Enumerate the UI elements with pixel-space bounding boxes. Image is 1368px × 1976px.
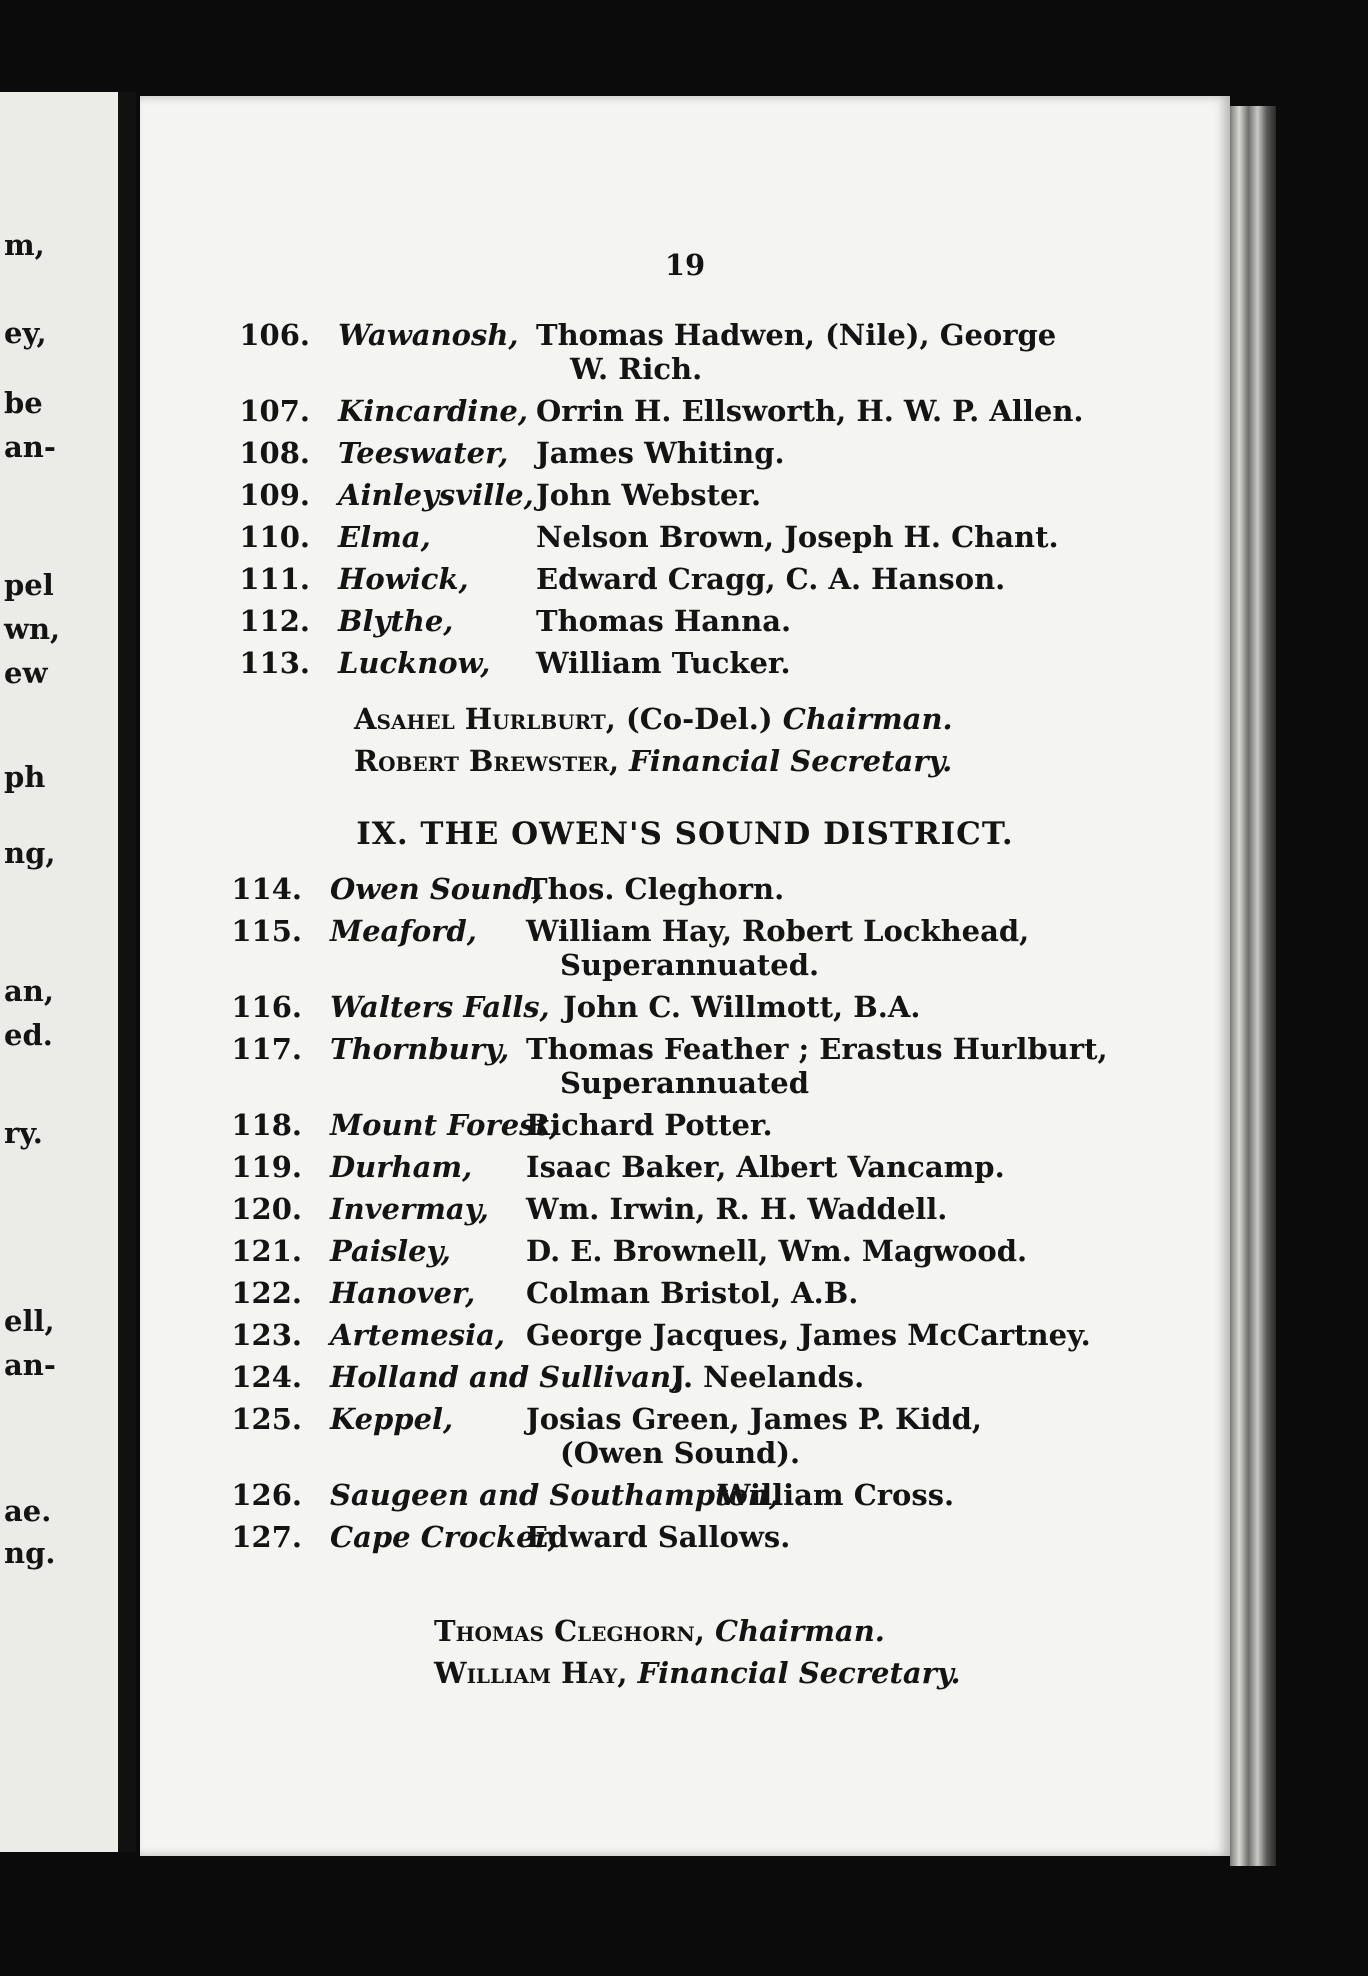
left-page-text-fragment: ng, <box>4 836 56 870</box>
chairman-title: Chairman. <box>715 1614 885 1648</box>
entry-place: Lucknow, <box>338 646 491 680</box>
left-page-text-fragment: an, <box>4 974 54 1008</box>
entry-number: 118. <box>231 1108 302 1142</box>
entry-names: William Hay, Robert Lockhead, <box>526 914 1030 948</box>
entry-place: Artemesia, <box>330 1318 505 1352</box>
entry-names-continued: Superannuated. <box>560 948 820 982</box>
left-page-text-fragment: ry. <box>4 1116 43 1150</box>
left-page-text-fragment: be <box>4 386 43 420</box>
entry-place: Elma, <box>338 520 431 554</box>
entry-place: Holland and Sullivan, <box>330 1360 682 1394</box>
entry-number: 121. <box>231 1234 302 1268</box>
entry-names: D. E. Brownell, Wm. Magwood. <box>526 1234 1028 1268</box>
entry-names: John C. Willmott, B.A. <box>563 990 921 1024</box>
entry-number: 123. <box>231 1318 302 1352</box>
left-page-text-fragment: an- <box>4 430 56 464</box>
entry-number: 114. <box>231 872 302 906</box>
entry-names: Nelson Brown, Joseph H. Chant. <box>536 520 1059 554</box>
entry-number: 126. <box>231 1478 302 1512</box>
entry-number: 109. <box>239 478 310 512</box>
entry-names: Richard Potter. <box>526 1108 773 1142</box>
secretary-title: Financial Secretary. <box>629 744 953 778</box>
chairman-name: Thomas Cleghorn, <box>434 1614 705 1648</box>
entry-number: 106. <box>239 318 310 352</box>
chairman-line-b <box>434 1614 885 1648</box>
chairman-note: (Co-Del.) <box>626 702 773 736</box>
secretary-name: William Hay, <box>434 1656 628 1690</box>
entry-place: Wawanosh, <box>338 318 519 352</box>
secretary-line-b <box>434 1656 961 1690</box>
entry-number: 110. <box>239 520 310 554</box>
entry-names: Edward Sallows. <box>526 1520 791 1554</box>
entry-names-continued: Superannuated <box>560 1066 809 1100</box>
left-page-text-fragment: wn, <box>4 612 61 646</box>
document-page <box>140 96 1230 1856</box>
chairman-title: Chairman. <box>782 702 953 736</box>
entry-names: J. Neelands. <box>671 1360 865 1394</box>
secretary-name: Robert Brewster, <box>354 744 620 778</box>
entry-names: Thomas Feather ; Erastus Hurlburt, <box>526 1032 1108 1066</box>
entry-names: Thomas Hanna. <box>536 604 792 638</box>
entry-place: Cape Crocker, <box>330 1520 558 1554</box>
entry-names-continued: W. Rich. <box>570 352 703 386</box>
entry-place: Blythe, <box>338 604 454 638</box>
entry-number: 127. <box>231 1520 302 1554</box>
entry-place: Hanover, <box>330 1276 476 1310</box>
entry-names: Josias Green, James P. Kidd, <box>526 1402 982 1436</box>
page-number: 19 <box>664 248 706 282</box>
left-page-text-fragment: ell, <box>4 1304 55 1338</box>
left-page-text-fragment: ed. <box>4 1018 53 1052</box>
left-page-text-fragment: ae. <box>4 1494 52 1528</box>
left-page-text-fragment: m, <box>4 228 45 262</box>
page-edge <box>1230 106 1276 1866</box>
entry-number: 108. <box>239 436 310 470</box>
entry-names: Isaac Baker, Albert Vancamp. <box>526 1150 1005 1184</box>
entry-number: 124. <box>231 1360 302 1394</box>
entry-place: Ainleysville, <box>338 478 534 512</box>
entry-number: 122. <box>231 1276 302 1310</box>
left-page-text-fragment: ew <box>4 656 48 690</box>
chairman-line-a <box>354 702 953 736</box>
district-heading: IX. THE OWEN'S SOUND DISTRICT. <box>356 816 1014 852</box>
entry-place: Teeswater, <box>338 436 509 470</box>
entry-place: Thornbury, <box>330 1032 510 1066</box>
entry-place: Saugeen and Southampton, <box>330 1478 779 1512</box>
entry-number: 116. <box>231 990 302 1024</box>
entry-names: George Jacques, James McCartney. <box>526 1318 1091 1352</box>
entry-place: Invermay, <box>330 1192 489 1226</box>
entry-number: 111. <box>239 562 310 596</box>
entry-place: Paisley, <box>330 1234 451 1268</box>
entry-place: Durham, <box>330 1150 473 1184</box>
entry-names: Edward Cragg, C. A. Hanson. <box>536 562 1006 596</box>
chairman-name: Asahel Hurlburt, <box>354 702 616 736</box>
secretary-line-a <box>354 744 952 778</box>
left-page-text-fragment: ey, <box>4 316 47 350</box>
entry-number: 115. <box>231 914 302 948</box>
entry-place: Keppel, <box>330 1402 454 1436</box>
entry-names: William Tucker. <box>536 646 791 680</box>
entry-names: Orrin H. Ellsworth, H. W. P. Allen. <box>536 394 1084 428</box>
left-page-fragment <box>0 92 136 1852</box>
entry-names: John Webster. <box>536 478 762 512</box>
entry-names: William Cross. <box>718 1478 955 1512</box>
entry-names: Wm. Irwin, R. H. Waddell. <box>526 1192 948 1226</box>
entry-number: 117. <box>231 1032 302 1066</box>
left-page-text-fragment: pel <box>4 568 54 602</box>
entry-place: Owen Sound, <box>330 872 543 906</box>
entry-place: Walters Falls, <box>330 990 550 1024</box>
left-page-text-fragment: an- <box>4 1348 56 1382</box>
entry-names: James Whiting. <box>536 436 785 470</box>
entry-place: Kincardine, <box>338 394 528 428</box>
secretary-title: Financial Secretary. <box>637 1656 961 1690</box>
entry-names: Colman Bristol, A.B. <box>526 1276 859 1310</box>
entry-names: Thomas Hadwen, (Nile), George <box>536 318 1057 352</box>
entry-names: Thos. Cleghorn. <box>526 872 785 906</box>
left-page-text-fragment: ng. <box>4 1536 56 1570</box>
entry-place: Meaford, <box>330 914 477 948</box>
entry-place: Mount Forest, <box>330 1108 559 1142</box>
left-page-text-fragment: ph <box>4 760 46 794</box>
entry-names-continued: (Owen Sound). <box>560 1436 801 1470</box>
entry-number: 112. <box>239 604 310 638</box>
entry-number: 113. <box>239 646 310 680</box>
entry-number: 107. <box>239 394 310 428</box>
entry-number: 125. <box>231 1402 302 1436</box>
entry-place: Howick, <box>338 562 469 596</box>
entry-number: 119. <box>231 1150 302 1184</box>
entry-number: 120. <box>231 1192 302 1226</box>
